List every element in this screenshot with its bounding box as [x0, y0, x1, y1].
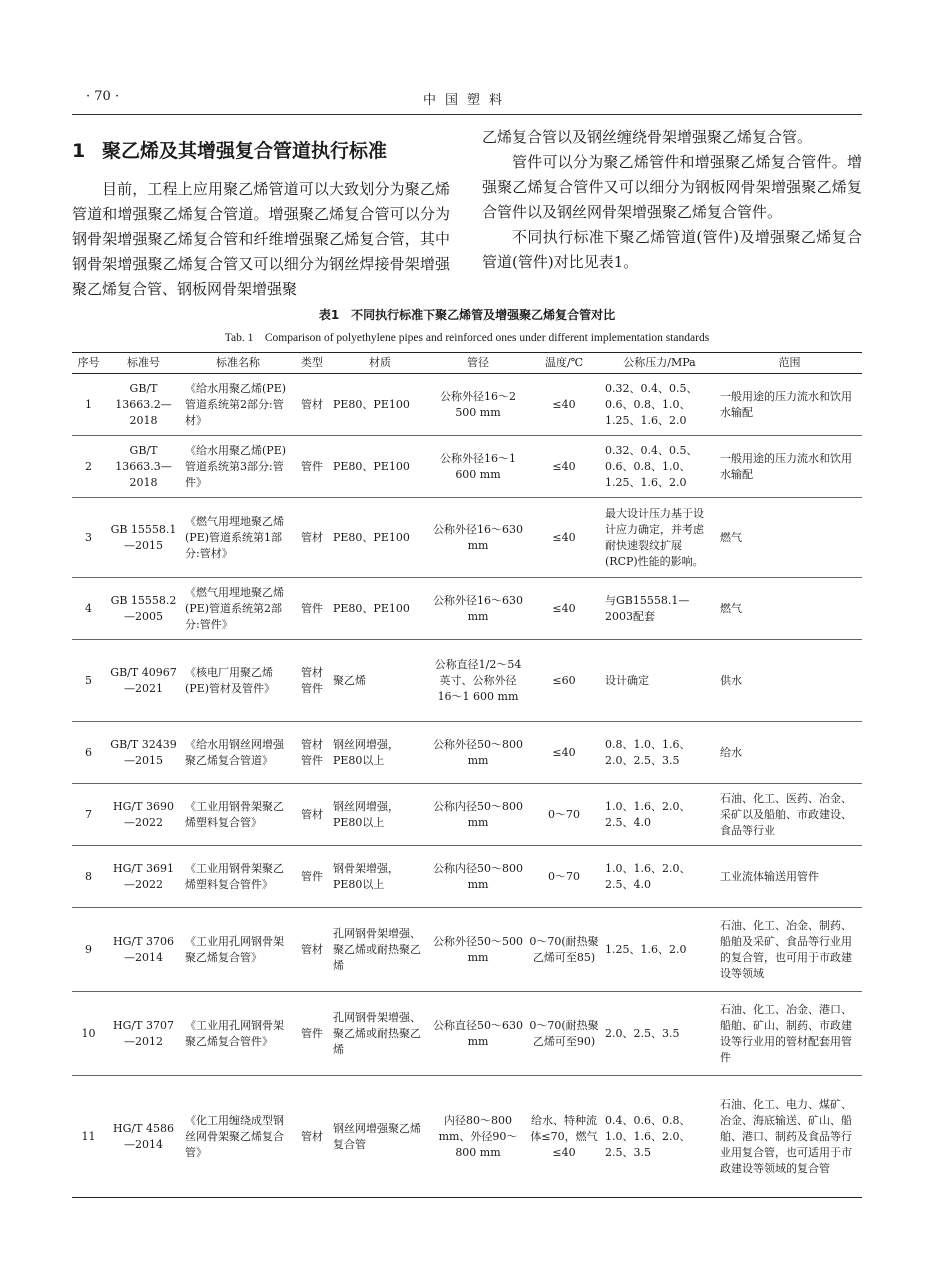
cell-diameter: 公称外径16～1 600 mm	[430, 436, 526, 498]
cell-temperature: 给水、特种流体≤70，燃气≤40	[526, 1076, 602, 1198]
cell-name: 《工业用钢骨架聚乙烯塑料复合管》	[182, 784, 294, 846]
cell-index: 8	[72, 846, 105, 908]
paragraph: 目前，工程上应用聚乙烯管道可以大致划分为聚乙烯管道和增强聚乙烯复合管道。增强聚乙烯复合管可以分为钢骨架增强聚乙烯复合管和纤维增强聚乙烯复合管，其中钢骨架增强聚乙烯复合管又可以细分为钢丝焊接骨架增强聚乙烯复合管、钢板网骨架增强聚	[72, 180, 450, 298]
cell-type: 管件	[294, 578, 330, 640]
cell-name: 《工业用钢骨架聚乙烯塑料复合管件》	[182, 846, 294, 908]
cell-scope: 燃气	[717, 498, 862, 578]
cell-index: 2	[72, 436, 105, 498]
cell-standard: GB/T 32439—2015	[105, 722, 182, 784]
cell-index: 7	[72, 784, 105, 846]
table-row	[72, 436, 862, 498]
column-header: 材质	[330, 353, 430, 374]
cell-standard: GB 15558.1—2015	[105, 498, 182, 578]
cell-pressure: 1.0、1.6、2.0、2.5、4.0	[602, 784, 717, 846]
cell-material: PE80、PE100	[330, 578, 430, 640]
cell-temperature: 0～70(耐热聚乙烯可至85)	[526, 908, 602, 992]
cell-temperature: 0～70	[526, 846, 602, 908]
column-header: 序号	[72, 353, 105, 374]
cell-type: 管材	[294, 374, 330, 436]
cell-type: 管材 管件	[294, 640, 330, 722]
table-caption-en: Tab. 1 Comparison of polyethylene pipes and reinforced ones under different implementation standards	[224, 332, 710, 344]
cell-index: 4	[72, 578, 105, 640]
cell-pressure: 0.32、0.4、0.5、0.6、0.8、1.0、1.25、1.6、2.0	[602, 374, 717, 436]
cell-standard: GB/T 40967—2021	[105, 640, 182, 722]
paragraph-continuation: 乙烯复合管以及钢丝缠绕骨架增强聚乙烯复合管。	[482, 128, 813, 146]
cell-scope: 石油、化工、冶金、制药、船舶及采矿、食品等行业用的复合管，也可用于市政建设等领域	[717, 908, 862, 992]
cell-standard: GB 15558.2—2005	[105, 578, 182, 640]
table-row	[72, 578, 862, 640]
column-header: 类型	[294, 353, 330, 374]
table-caption: 表1 不同执行标准下聚乙烯管及增强聚乙烯复合管对比	[318, 308, 616, 322]
cell-temperature: ≤60	[526, 640, 602, 722]
cell-material: PE80、PE100	[330, 374, 430, 436]
cell-material: 钢丝网增强，PE80以上	[330, 722, 430, 784]
cell-standard: GB/T 13663.2—2018	[105, 374, 182, 436]
cell-diameter: 公称外径16～630 mm	[430, 578, 526, 640]
cell-scope: 石油、化工、医药、冶金、采矿以及船舶、市政建设、食品等行业	[717, 784, 862, 846]
cell-name: 《给水用钢丝网增强聚乙烯复合管道》	[182, 722, 294, 784]
cell-temperature: ≤40	[526, 374, 602, 436]
column-header: 公称压力/MPa	[602, 353, 717, 374]
cell-diameter: 公称直径50～630 mm	[430, 992, 526, 1076]
cell-name: 《给水用聚乙烯(PE)管道系统第2部分:管材》	[182, 374, 294, 436]
header-rule	[72, 114, 862, 115]
cell-scope: 供水	[717, 640, 862, 722]
cell-pressure: 0.8、1.0、1.6、2.0、2.5、3.5	[602, 722, 717, 784]
paragraph: 管件可以分为聚乙烯管件和增强聚乙烯复合管件。增强聚乙烯复合管件又可以细分为钢板网骨架增强聚乙烯复合管件以及钢丝网骨架增强聚乙烯复合管件。	[482, 153, 862, 221]
cell-material: 聚乙烯	[330, 640, 430, 722]
cell-diameter: 公称内径50～800 mm	[430, 784, 526, 846]
column-header: 标准号	[105, 353, 182, 374]
cell-name: 《给水用聚乙烯(PE)管道系统第3部分:管件》	[182, 436, 294, 498]
cell-scope: 一般用途的压力流水和饮用水输配	[717, 436, 862, 498]
cell-material: PE80、PE100	[330, 436, 430, 498]
column-header: 标准名称	[182, 353, 294, 374]
section-heading	[72, 138, 450, 164]
comparison-table	[72, 352, 862, 1198]
column-header: 范围	[717, 353, 862, 374]
cell-temperature: ≤40	[526, 436, 602, 498]
cell-material: 钢丝网增强，PE80以上	[330, 784, 430, 846]
table-row	[72, 1076, 862, 1198]
cell-index: 11	[72, 1076, 105, 1198]
cell-index: 10	[72, 992, 105, 1076]
cell-type: 管材	[294, 1076, 330, 1198]
cell-pressure: 0.4、0.6、0.8、1.0、1.6、2.0、2.5、3.5	[602, 1076, 717, 1198]
cell-temperature: 0～70(耐热聚乙烯可至90)	[526, 992, 602, 1076]
page-number: · 70 ·	[86, 89, 120, 104]
cell-index: 3	[72, 498, 105, 578]
cell-scope: 给水	[717, 722, 862, 784]
cell-scope: 工业流体输送用管件	[717, 846, 862, 908]
cell-standard: HG/T 3707—2012	[105, 992, 182, 1076]
cell-pressure: 设计确定	[602, 640, 717, 722]
table-row	[72, 498, 862, 578]
cell-scope: 石油、化工、电力、煤矿、冶金、海底输送、矿山、船舶、港口、制药及食品等行业用复合管，也可适用于市政建设等领域的复合管	[717, 1076, 862, 1198]
cell-scope: 石油、化工、冶金、港口、船舶、矿山、制药、市政建设等行业用的管材配套用管件	[717, 992, 862, 1076]
cell-type: 管件	[294, 436, 330, 498]
cell-material: 钢骨架增强，PE80以上	[330, 846, 430, 908]
cell-material: 孔网钢骨架增强、聚乙烯或耐热聚乙烯	[330, 908, 430, 992]
cell-scope: 燃气	[717, 578, 862, 640]
cell-index: 5	[72, 640, 105, 722]
cell-standard: HG/T 3691—2022	[105, 846, 182, 908]
cell-index: 6	[72, 722, 105, 784]
cell-pressure: 与GB15558.1—2003配套	[602, 578, 717, 640]
column-header: 温度/℃	[526, 353, 602, 374]
cell-pressure: 2.0、2.5、3.5	[602, 992, 717, 1076]
table-row	[72, 640, 862, 722]
cell-type: 管材	[294, 908, 330, 992]
cell-type: 管材	[294, 498, 330, 578]
cell-name: 《工业用孔网钢骨架聚乙烯复合管件》	[182, 992, 294, 1076]
paragraph: 不同执行标准下聚乙烯管道(管件)及增强聚乙烯复合管道(管件)对比见表1。	[482, 228, 862, 271]
table-row	[72, 846, 862, 908]
cell-diameter: 公称内径50～800 mm	[430, 846, 526, 908]
cell-name: 《燃气用埋地聚乙烯(PE)管道系统第2部分:管件》	[182, 578, 294, 640]
cell-diameter: 内径80～800 mm、外径90～800 mm	[430, 1076, 526, 1198]
cell-diameter: 公称外径16～2 500 mm	[430, 374, 526, 436]
cell-name: 《化工用缠绕成型钢丝网骨架聚乙烯复合管》	[182, 1076, 294, 1198]
cell-material: 孔网钢骨架增强、聚乙烯或耐热聚乙烯	[330, 992, 430, 1076]
cell-standard: HG/T 3706—2014	[105, 908, 182, 992]
section-number: 1	[72, 140, 86, 162]
table-row	[72, 722, 862, 784]
cell-type: 管件	[294, 846, 330, 908]
table-row	[72, 784, 862, 846]
right-column	[482, 125, 862, 275]
cell-temperature: ≤40	[526, 722, 602, 784]
cell-index: 1	[72, 374, 105, 436]
cell-diameter: 公称外径16～630 mm	[430, 498, 526, 578]
left-column	[72, 130, 450, 302]
cell-name: 《核电厂用聚乙烯(PE)管材及管件》	[182, 640, 294, 722]
cell-pressure: 1.25、1.6、2.0	[602, 908, 717, 992]
section-title: 聚乙烯及其增强复合管道执行标准	[102, 140, 388, 162]
column-header: 管径	[430, 353, 526, 374]
cell-pressure: 最大设计压力基于设计应力确定，并考虑耐快速裂纹扩展(RCP)性能的影响。	[602, 498, 717, 578]
cell-type: 管件	[294, 992, 330, 1076]
cell-pressure: 1.0、1.6、2.0、2.5、4.0	[602, 846, 717, 908]
cell-name: 《燃气用埋地聚乙烯(PE)管道系统第1部分:管材》	[182, 498, 294, 578]
cell-pressure: 0.32、0.4、0.5、0.6、0.8、1.0、1.25、1.6、2.0	[602, 436, 717, 498]
table-row	[72, 374, 862, 436]
cell-material: 钢丝网增强聚乙烯复合管	[330, 1076, 430, 1198]
cell-diameter: 公称外径50～800 mm	[430, 722, 526, 784]
cell-temperature: ≤40	[526, 578, 602, 640]
cell-temperature: ≤40	[526, 498, 602, 578]
table-row	[72, 992, 862, 1076]
cell-standard: GB/T 13663.3—2018	[105, 436, 182, 498]
cell-temperature: 0～70	[526, 784, 602, 846]
cell-standard: HG/T 3690—2022	[105, 784, 182, 846]
cell-type: 管材 管件	[294, 722, 330, 784]
table-header-row	[72, 353, 862, 374]
journal-name: 中国塑料	[422, 93, 511, 108]
running-header	[72, 89, 862, 111]
cell-standard: HG/T 4586—2014	[105, 1076, 182, 1198]
table-row	[72, 908, 862, 992]
cell-name: 《工业用孔网钢骨架聚乙烯复合管》	[182, 908, 294, 992]
cell-type: 管材	[294, 784, 330, 846]
cell-diameter: 公称外径50～500 mm	[430, 908, 526, 992]
cell-diameter: 公称直径1/2～54英寸、公称外径16～1 600 mm	[430, 640, 526, 722]
cell-material: PE80、PE100	[330, 498, 430, 578]
cell-index: 9	[72, 908, 105, 992]
cell-scope: 一般用途的压力流水和饮用水输配	[717, 374, 862, 436]
